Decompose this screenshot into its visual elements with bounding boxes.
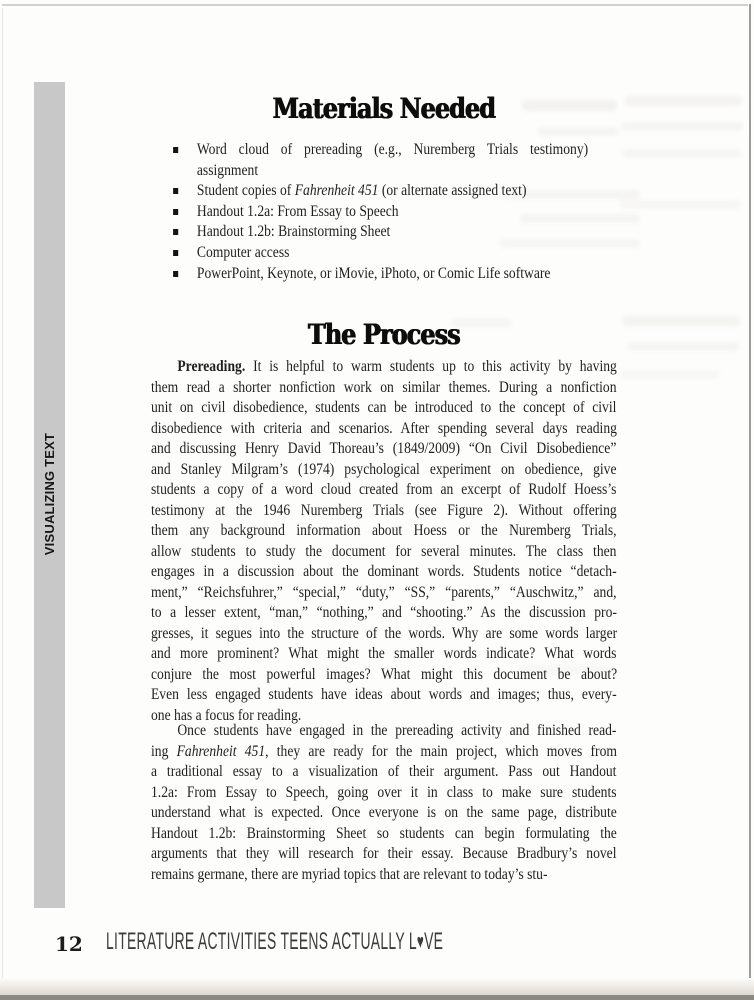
book-title-text: VE (424, 928, 444, 955)
text-line: one has a focus for reading. (151, 706, 302, 724)
text-line: students a copy of a word cloud created from an excerpt of Rudolf Hoess’s (151, 481, 617, 498)
text-line: arguments that they will research for their essay. Because Bradbury’s novel (151, 845, 617, 862)
text-line: Computer access (196, 243, 290, 261)
text-line: engages in a discussion about the dominant words. Students notice “detach- (151, 563, 617, 580)
chapter-tab-bar (34, 82, 65, 908)
materials-item-text (197, 202, 617, 223)
text-line: testimony at the 1946 Nuremberg Trials (see Figure 2). Without offering (151, 501, 617, 519)
text-line: to a lesser extent, “man,” “nothing,” and “shooting.” As the discussion pro- (151, 604, 617, 621)
materials-list-item (151, 202, 617, 223)
text-line: and more prominent? What might the smaller words indicate? What words (151, 645, 617, 662)
paragraph-prereading (151, 357, 617, 726)
text-line: and Stanley Milgram’s (1974) psychological experiment on obedience, give (151, 460, 617, 478)
page-edge-left (2, 8, 3, 986)
text-line: PowerPoint, Keynote, or iMovie, iPhoto, or Comic Life software (196, 264, 551, 282)
text-line: and discussing Henry David Thoreau’s (1849/2009) “On Civil Disobedience” (151, 440, 617, 457)
materials-heading: Materials Needed (272, 92, 496, 125)
text-line: allow students to study the document for several minutes. The class then (151, 542, 617, 560)
bleed-through-ghost (621, 122, 743, 131)
text-line: Once students have engaged in the prereading activity and finished read- (177, 722, 617, 739)
materials-item-text (197, 181, 617, 202)
bleed-through-ghost (624, 96, 742, 106)
bleed-through-ghost (620, 200, 740, 209)
materials-item-text (197, 264, 617, 285)
text-line: a traditional essay to a visualization of their argument. Pass out Handout (151, 763, 617, 780)
text-line: ment,” “Reichsfuhrer,” “special,” “duty,” “SS,” “parents,” “Auschwitz,” and, (151, 583, 617, 601)
bleed-through-ghost (620, 370, 720, 379)
square-bullet-icon (173, 250, 178, 256)
bleed-through-ghost (622, 316, 740, 326)
square-bullet-icon (173, 229, 178, 235)
text-line: Handout 1.2b: Brainstorming Sheet (196, 223, 391, 241)
text-line: them any background information about Hoess or the Nuremberg Trials, (151, 522, 617, 539)
text-line: assignment (196, 161, 259, 179)
materials-list-item (151, 140, 617, 181)
paragraph-main-project (151, 721, 617, 885)
text-line: remains germane, there are myriad topics that are relevant to today’s stu- (151, 865, 548, 883)
materials-list-item (151, 222, 617, 243)
text-line: Prereading. It is helpful to warm students up to this activity by having (177, 358, 617, 375)
materials-list-item (151, 243, 617, 264)
bleed-through-ghost (623, 149, 741, 158)
square-bullet-icon (173, 188, 178, 194)
text-column (151, 0, 617, 1000)
book-title (106, 929, 443, 955)
materials-list-item (151, 264, 617, 285)
text-line: disobedience with criteria and scenarios. After spending several days reading (151, 419, 617, 437)
text-line: Handout 1.2b: Brainstorming Sheet so students can begin formulating the (151, 824, 617, 842)
materials-item-text (197, 243, 617, 264)
materials-item-text (197, 140, 617, 181)
book-title-text: LITERATURE ACTIVITIES TEENS ACTUALLY L (106, 928, 417, 955)
text-line: ing Fahrenheit 451, they are ready for the main project, which moves from (151, 742, 617, 760)
text-line: them read a shorter nonfiction work on similar themes. During a nonfiction (151, 378, 617, 396)
square-bullet-icon (173, 209, 178, 215)
text-line: Handout 1.2a: From Essay to Speech (196, 202, 399, 220)
text-line: 1.2a: From Essay to Speech, going over it in class to make sure students (151, 783, 617, 801)
square-bullet-icon (173, 271, 178, 277)
bleed-through-ghost (627, 342, 739, 351)
text-line: Even less engaged students have ideas about words and images; thus, every- (151, 686, 617, 703)
text-line: unit on civil disobedience, students can be introduced to the concept of civil (151, 399, 617, 416)
materials-list-item (151, 181, 617, 202)
materials-item-text (197, 222, 617, 243)
chapter-tab-label: VISUALIZING TEXT (41, 432, 57, 556)
text-line: Student copies of Fahrenheit 451 (or alternate assigned text) (196, 182, 527, 200)
heart-icon: ♥ (416, 931, 425, 953)
materials-list (151, 140, 617, 284)
square-bullet-icon (173, 147, 178, 153)
page-number: 12 (55, 932, 83, 956)
text-line: understand what is expected. Once everyone is on the same page, distribute (151, 804, 617, 821)
text-line: Word cloud of prereading (e.g., Nuremberg Trials testimony) (196, 141, 589, 158)
process-heading: The Process (307, 318, 460, 351)
page-edge-right (749, 4, 751, 992)
text-line: conjure the most powerful images? What might this document be about? (151, 665, 618, 683)
text-line: gresses, it segues into the structure of the words. Why are some words larger (151, 624, 618, 642)
